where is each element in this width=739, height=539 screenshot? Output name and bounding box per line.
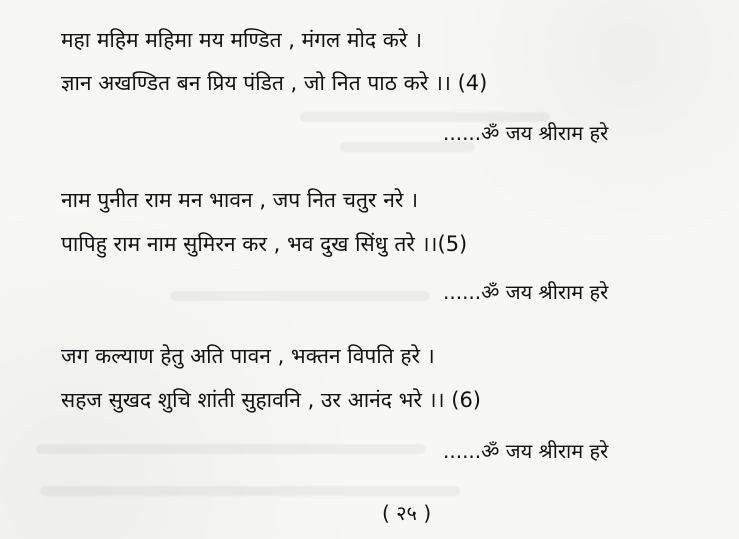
verse-4-line-1: महा महिम महिमा मय मण्डित , मंगल मोद करे । [61, 28, 423, 52]
verse-4-refrain: ......ॐ जय श्रीराम हरे [443, 121, 609, 145]
verse-6-line-1: जग कल्याण हेतु अति पावन , भक्तन विपति हरे । [61, 344, 435, 368]
page-number: ( २५ ) [382, 501, 432, 525]
verse-6-refrain: ......ॐ जय श्रीराम हरे [443, 439, 609, 463]
verse-5-line-2: पापिहु राम नाम सुमिरन कर , भव दुख सिंधु तरे ।।(5) [61, 232, 468, 256]
verse-5-refrain: ......ॐ जय श्रीराम हरे [443, 280, 609, 304]
verse-6-line-2: सहज सुखद शुचि शांती सुहावनि , उर आनंद भरे ।। (6) [61, 388, 482, 412]
verse-5-line-1: नाम पुनीत राम मन भावन , जप नित चतुर नरे । [61, 188, 419, 212]
verse-4-line-2: ज्ञान अखण्डित बन प्रिय पंडित , जो नित पाठ करे ।। (4) [61, 71, 488, 95]
